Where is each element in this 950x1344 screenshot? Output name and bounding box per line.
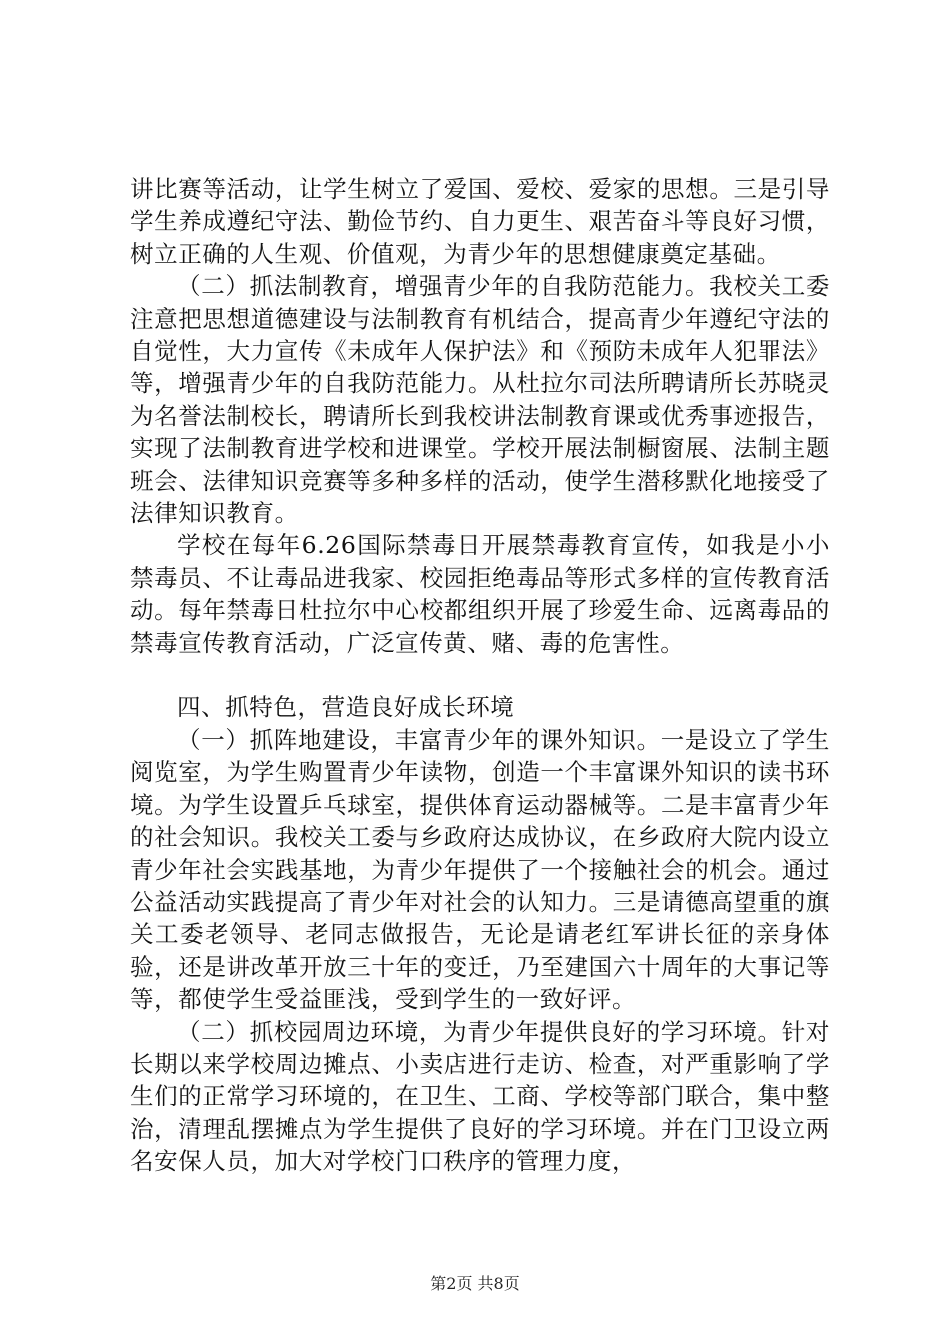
paragraph-campus-environment: （二）抓校园周边环境，为青少年提供良好的学习环境。针对长期以来学校周边摊点、小卖店进行走访、检查，对严重影响了学生们的正常学习环境的，在卫生、工商、学校等部门联合，集中整治，清理乱摆摊点为学生提供了良好的学习环境。并在门卫设立两名安保人员，加大对学校门口秩序的管理力度， <box>130 1017 830 1176</box>
paragraph-gap <box>130 659 830 691</box>
paragraph-base-construction: （一）抓阵地建设，丰富青少年的课外知识。一是设立了学生阅览室，为学生购置青少年读物，创造一个丰富课外知识的读书环境。为学生设置乒乓球室，提供体育运动器械等。二是丰富青少年的社会知识。我校关工委与乡政府达成协议，在乡政府大院内设立青少年社会实践基地，为青少年提供了一个接触社会的机会。通过公益活动实践提高了青少年对社会的认知力。三是请德高望重的旗关工委老领导、老同志做报告，无论是请老红军讲长征的亲身体验，还是讲改革开放三十年的变迁，乃至建国六十周年的大事记等等，都使学生受益匪浅，受到学生的一致好评。 <box>130 725 830 1014</box>
paragraph-legal-education: （二）抓法制教育，增强青少年的自我防范能力。我校关工委注意把思想道德建设与法制教育有机结合，提高青少年遵纪守法的自觉性，大力宣传《未成年人保护法》和《预防未成年人犯罪法》等，增强青少年的自我防范能力。从杜拉尔司法所聘请所长苏晓灵为名誉法制校长，聘请所长到我校讲法制教育课或优秀事迹报告，实现了法制教育进学校和进课堂。学校开展法制橱窗展、法制主题班会、法律知识竞赛等多种多样的活动，使学生潜移默化地接受了法律知识教育。 <box>130 272 830 528</box>
section-heading: 四、抓特色，营造良好成长环境 <box>177 693 515 722</box>
page-number-footer: 第2页 共8页 <box>430 1274 520 1293</box>
document-body <box>130 173 830 1178</box>
paragraph-anti-drug: 学校在每年6.26国际禁毒日开展禁毒教育宣传，如我是小小禁毒员、不让毒品进我家、校园拒绝毒品等形式多样的宣传教育活动。每年禁毒日杜拉尔中心校都组织开展了珍爱生命、远离毒品的禁毒宣传教育活动，广泛宣传黄、赌、毒的危害性。 <box>130 531 830 657</box>
paragraph-continuation: 讲比赛等活动，让学生树立了爱国、爱校、爱家的思想。三是引导学生养成遵纪守法、勤俭节约、自力更生、艰苦奋斗等良好习惯，树立正确的人生观、价值观，为青少年的思想健康奠定基础。 <box>130 175 830 268</box>
